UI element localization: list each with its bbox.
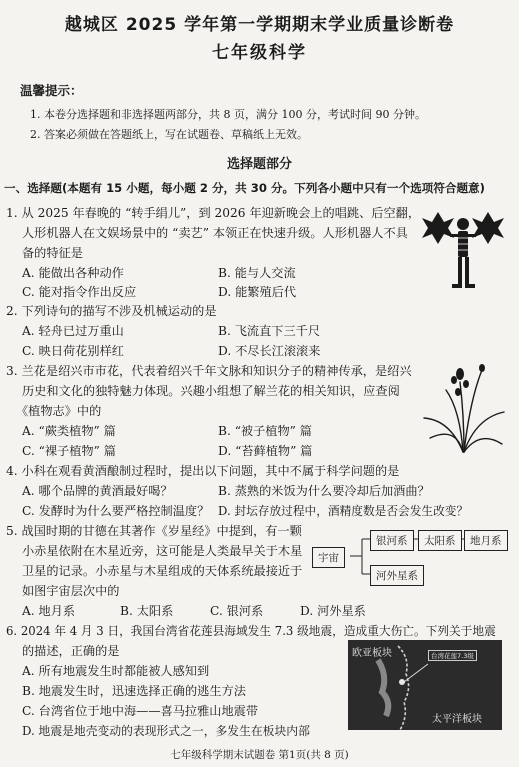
option-a: A. 地月系 — [22, 604, 76, 618]
question-line: 小赤星依附在木星近旁，这可能是人类最早关于木星 — [22, 544, 303, 558]
option-a: A. 哪个品牌的黄酒最好喝？ — [22, 484, 173, 498]
part-heading: 一、选择题(本题有 15 小题，每小题 2 分，共 30 分。下列各小题中只有一个选项符合题意) — [4, 181, 485, 195]
orchid-figure — [420, 360, 506, 456]
question-line: 3. 兰花是绍兴市市花，代表着绍兴千年文脉和知识分子的精神传承，是绍兴 — [6, 364, 412, 378]
option-c: C. 映日荷花别样红 — [22, 344, 124, 358]
plate-label-pacific: 太平洋板块 — [432, 714, 482, 725]
option-b: B. 能与人交流 — [218, 266, 296, 280]
option-a: A. 能做出各种动作 — [22, 266, 124, 280]
exam-title: 越城区 2025 学年第一学期期末学业质量诊断卷 — [64, 15, 455, 35]
option-d: D. 能繁殖后代 — [218, 285, 297, 299]
tip-item: 2. 答案必须做在答题纸上，写在试题卷、草稿纸上无效。 — [30, 128, 308, 141]
option-b: B. “被子植物” 篇 — [218, 424, 312, 438]
option-c: C. 发酵时为什么要严格控制温度？ — [22, 504, 210, 518]
option-b: B. 地震发生时，迅速选择正确的逃生方法 — [22, 684, 246, 698]
question-line: 《植物志》中的 — [16, 404, 102, 418]
tips-heading: 温馨提示： — [20, 83, 83, 98]
option-d: D. 河外星系 — [300, 604, 366, 618]
page-footer: 七年级科学期末试题卷 第1页(共 8 页) — [170, 749, 349, 761]
option-b: B. 飞流直下三千尺 — [218, 324, 321, 338]
diagram-node-solar-system: 太阳系 — [418, 530, 462, 551]
exam-subtitle: 七年级科学 — [212, 43, 307, 63]
option-b: B. 太阳系 — [120, 604, 174, 618]
diagram-node-earth-moon: 地月系 — [464, 530, 508, 551]
option-a: A. 所有地震发生时都能被人感知到 — [22, 664, 210, 678]
option-d: D. 地震是地壳变动的表现形式之一，多发生在板块内部 — [22, 724, 310, 738]
option-b: B. 蒸熟的米饭为什么要冷却后加酒曲？ — [218, 484, 430, 498]
diagram-node-extragalactic: 河外星系 — [370, 565, 424, 586]
option-c: C. 能对指令作出反应 — [22, 285, 137, 299]
option-c: C. “裸子植物” 篇 — [22, 444, 116, 458]
question-line: 5. 战国时期的甘德在其著作《岁星经》中提到，有一颗 — [6, 524, 302, 538]
diagram-node-milky-way: 银河系 — [370, 530, 414, 551]
question-line: 卫星的记录。小赤星与木星组成的天体系统最接近于 — [22, 564, 303, 578]
option-a: A. “蕨类植物” 篇 — [22, 424, 116, 438]
question-line: 4. 小科在观看黄酒酿制过程时，提出以下问题，其中不属于科学问题的是 — [6, 464, 400, 478]
question-line: 历史和文化的独特魅力体现。兴趣小组想了解兰花的相关知识，应查阅 — [22, 384, 400, 398]
option-a: A. 轻舟已过万重山 — [22, 324, 124, 338]
option-d: D. “苔藓植物” 篇 — [218, 444, 313, 458]
plate-map-figure — [348, 640, 502, 730]
option-d: D. 封坛存放过程中，酒精度数是否会发生改变？ — [218, 504, 469, 518]
robot-figure — [422, 206, 504, 300]
diagram-node-universe: 宇宙 — [312, 547, 345, 568]
question-line: 备的特征是 — [22, 246, 83, 260]
option-d: D. 不尽长江滚滚来 — [218, 344, 321, 358]
option-c: C. 台湾省位于地中海——喜马拉雅山地震带 — [22, 704, 259, 718]
section-title: 选择题部分 — [226, 157, 292, 172]
tip-item: 1. 本卷分选择题和非选择题两部分，共 8 页，满分 100 分，考试时间 90 分钟。 — [30, 108, 426, 121]
plate-label-eurasian: 欧亚板块 — [352, 648, 392, 659]
question-line: 6. 2024 年 4 月 3 日，我国台湾省花莲县海域发生 7.3 级地震，造成重大伤亡。下列关于地震 — [6, 624, 496, 638]
question-line: 1. 从 2025 年春晚的 “转手绢儿”，到 2026 年迎新晚会上的唱跳、后空翻， — [6, 206, 421, 220]
question-line: 如图宇宙层次中的 — [22, 584, 120, 598]
question-line: 人形机器人在文娱场景中的 “卖艺” 本领正在快速升级。人形机器人不具 — [22, 226, 408, 240]
question-line: 的描述，正确的是 — [22, 644, 120, 658]
question-line: 2. 下列诗句的描写不涉及机械运动的是 — [6, 304, 217, 318]
option-c: C. 银河系 — [210, 604, 264, 618]
magnitude-tag: 台湾花莲7.3级 — [428, 650, 477, 661]
